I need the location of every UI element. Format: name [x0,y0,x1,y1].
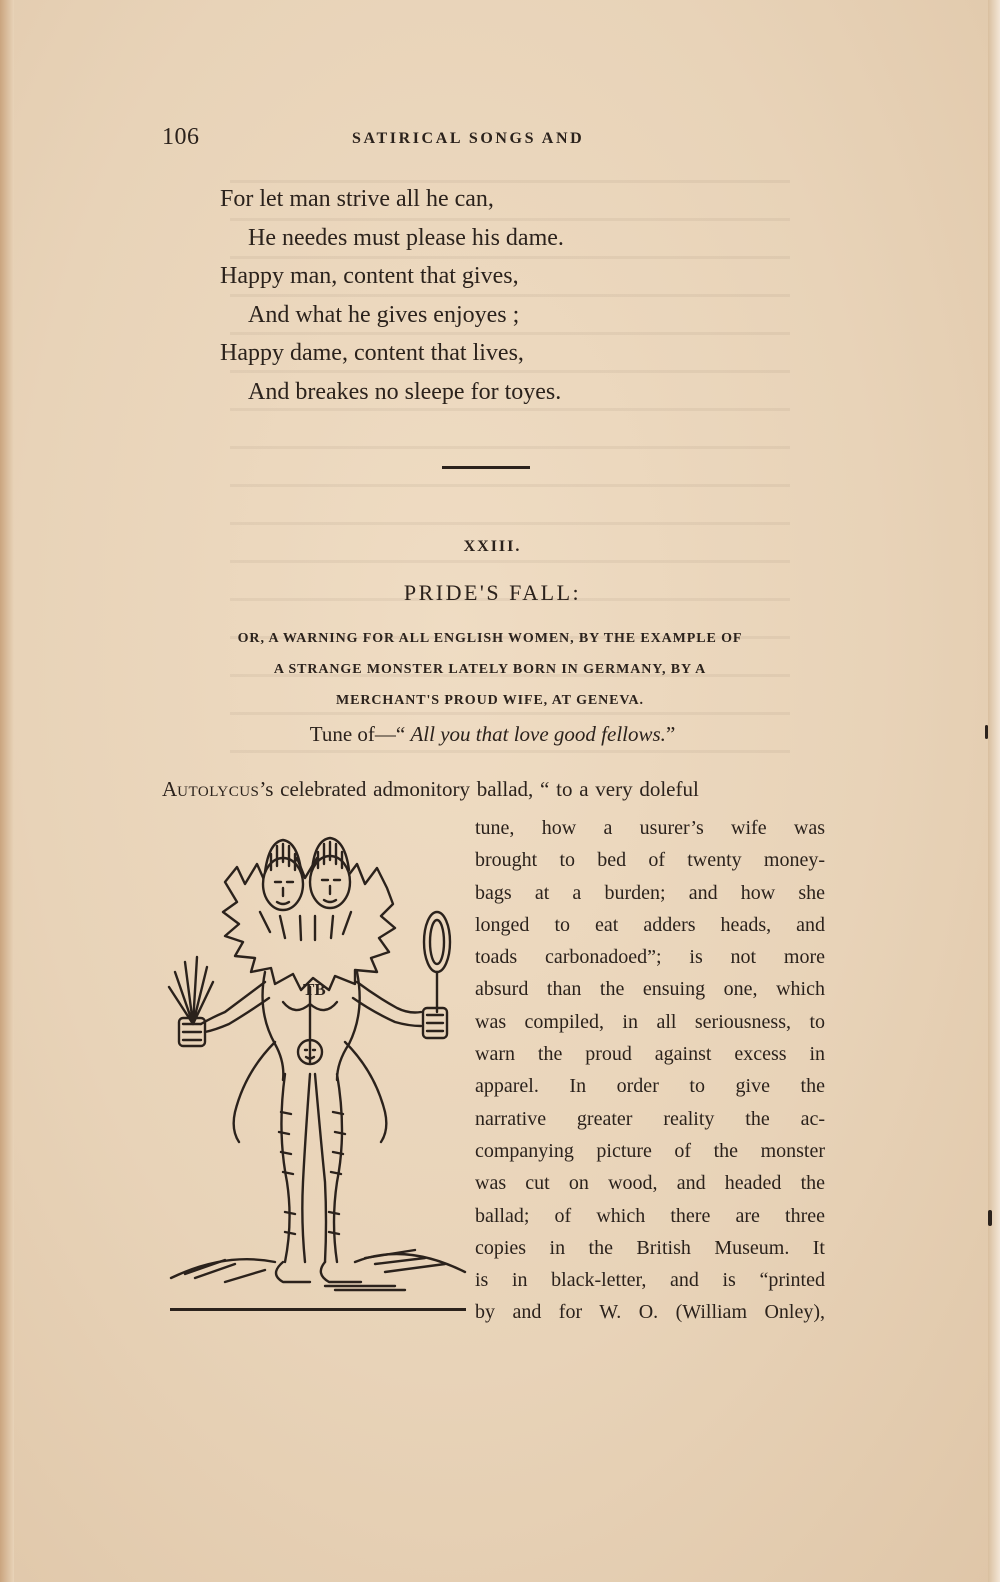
tune-suffix: ” [665,722,676,746]
verse-line: Happy dame, content that lives, [220,340,524,366]
body-lead-line [162,777,822,802]
lead-rest: ’s celebrated admonitory ballad, “ to a very doleful [259,777,699,801]
body-line: bags at a burden; and how she [475,881,825,904]
verse-line: Happy man, content that gives, [220,263,519,289]
body-paragraph [475,812,825,1329]
lead-smallcaps: UTOLYCUS [177,784,260,800]
body-line: narrative greater reality the ac- [475,1107,825,1130]
monster-woodcut-illustration [165,812,470,1322]
body-line: warn the proud against excess in [475,1043,825,1066]
verse-line: For let man strive all he can, [220,186,494,212]
tune-name: All you that love good fellows. [410,722,666,746]
body-line: apparel. In order to give the [475,1075,825,1098]
body-line: toads carbonadoed”; is not more [475,946,825,969]
page-edge [988,0,1000,1582]
section-number: XXIII. [463,538,522,555]
verse-line: He needes must please his dame. [248,224,564,251]
verse-line: And breakes no sleepe for toyes. [248,378,562,405]
tune-prefix: Tune of—“ [309,722,411,746]
tune-line [0,722,985,747]
body-line: longed to eat adders heads, and [475,913,825,936]
body-line: tune, how a usurer’s wife was [475,817,825,839]
body-line: was cut on wood, and headed the [475,1172,825,1195]
body-line: is in black-letter, and is “printed [475,1269,825,1292]
body-line: was compiled, in all seriousness, to [475,1010,825,1033]
ballad-subtitle [155,623,825,716]
lead-initial: A [162,777,178,801]
subtitle-line: MERCHANT'S PROUD WIFE, AT GENEVA. [336,693,644,708]
verse-line: And what he gives enjoyes ; [248,301,520,328]
ballad-title: PRIDE'S FALL: [403,580,582,605]
page-gutter-shadow [0,0,14,1582]
body-line: ballad; of which there are three [475,1204,825,1227]
subtitle-line: A STRANGE MONSTER LATELY BORN IN GERMANY, BY A [273,662,707,677]
subtitle-line: OR, A WARNING FOR ALL ENGLISH WOMEN, BY THE EXAMPLE OF [237,631,743,646]
running-title: SATIRICAL SONGS AND [352,130,585,147]
running-head [162,124,632,158]
body-line: by and for W. O. (William Onley), [475,1301,825,1324]
body-line: absurd than the ensuing one, which [475,978,825,1001]
verse-stanza [220,180,780,411]
margin-blemish [985,725,988,739]
margin-blemish [988,1210,992,1226]
body-line: companying picture of the monster [475,1139,825,1162]
section-divider [442,466,530,469]
woodcut-base-rule [170,1308,466,1311]
woodcut-initials: TB [303,980,326,999]
body-line: copies in the British Museum. It [475,1236,825,1259]
body-line: brought to bed of twenty money- [475,849,825,872]
page-number: 106 [162,124,200,150]
